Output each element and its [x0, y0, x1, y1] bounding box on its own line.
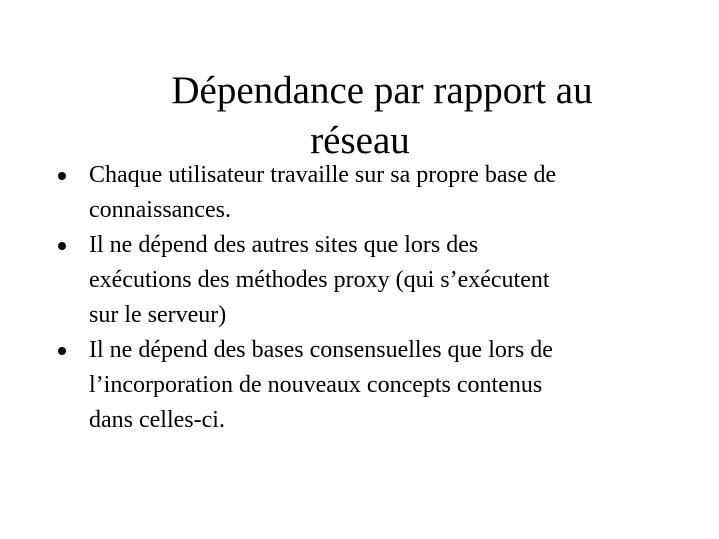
bullet-item-1 — [58, 158, 658, 228]
bullet-dot-icon — [58, 242, 66, 250]
bullet-2-line-1: Il ne dépend des autres sites que lors des — [89, 232, 479, 258]
bullet-2-line-3: sur le serveur) — [89, 302, 227, 328]
slide-title-line-2: réseau — [310, 119, 410, 163]
bullet-1-line-2: connaissances. — [89, 197, 231, 223]
bullet-3-line-3: dans celles-ci. — [89, 407, 225, 433]
bullet-dot-icon — [58, 347, 66, 355]
bullet-item-3 — [58, 333, 658, 438]
slide-title-line-1: Dépendance par rapport au — [171, 69, 593, 113]
bullet-3-line-1: Il ne dépend des bases consensuelles que lors de — [89, 337, 553, 363]
bullet-dot-icon — [58, 172, 66, 180]
bullet-item-2 — [58, 228, 658, 333]
bullet-3-line-2: l’incorporation de nouveaux concepts contenus — [89, 372, 543, 398]
bullet-list — [58, 158, 658, 438]
slide-title — [60, 66, 660, 166]
bullet-2-line-2: exécutions des méthodes proxy (qui s’exécutent — [89, 267, 550, 293]
bullet-1-line-1: Chaque utilisateur travaille sur sa propre base de — [89, 162, 557, 188]
